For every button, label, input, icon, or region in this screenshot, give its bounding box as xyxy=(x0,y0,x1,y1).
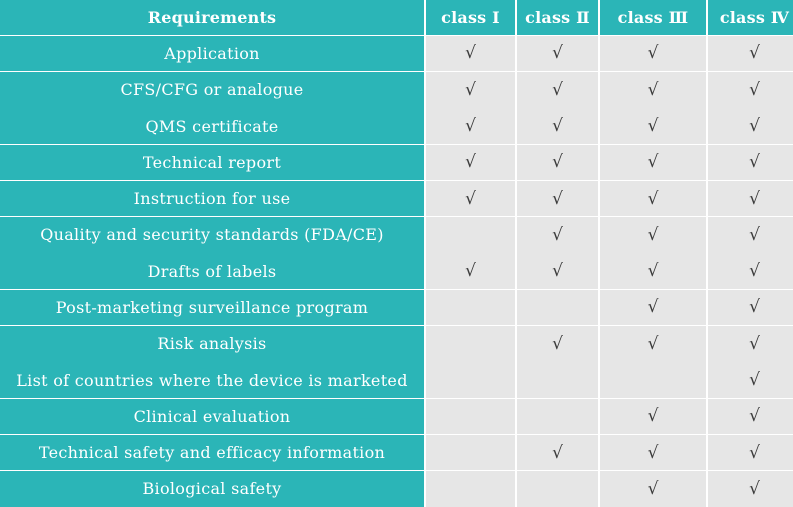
check-mark-class-1 xyxy=(426,217,515,253)
requirement-label: Application xyxy=(0,36,424,72)
check-mark-class-1: √ xyxy=(426,145,515,181)
check-mark-class-1: √ xyxy=(426,253,515,289)
check-mark-class-2: √ xyxy=(517,217,598,253)
check-mark-class-3: √ xyxy=(600,399,706,435)
check-mark-class-2 xyxy=(517,471,598,507)
check-mark-class-1 xyxy=(426,435,515,471)
check-mark-class-2: √ xyxy=(517,108,598,144)
requirement-label: Technical safety and efficacy information xyxy=(0,435,424,471)
requirement-label: Instruction for use xyxy=(0,181,424,217)
check-mark-class-1 xyxy=(426,399,515,435)
check-mark-class-4: √ xyxy=(708,435,793,471)
check-mark-class-1: √ xyxy=(426,72,515,108)
requirement-label: QMS certificate xyxy=(0,108,424,144)
check-mark-class-1 xyxy=(426,290,515,326)
check-mark-class-1: √ xyxy=(426,108,515,144)
check-mark-class-2: √ xyxy=(517,181,598,217)
check-mark-class-3: √ xyxy=(600,326,706,362)
check-mark-class-3 xyxy=(600,362,706,398)
header-requirements: Requirements xyxy=(0,0,424,35)
check-mark-class-4: √ xyxy=(708,290,793,326)
check-mark-class-2 xyxy=(517,362,598,398)
check-mark-class-2: √ xyxy=(517,145,598,181)
requirement-label: Clinical evaluation xyxy=(0,399,424,435)
check-mark-class-3: √ xyxy=(600,435,706,471)
check-mark-class-1 xyxy=(426,471,515,507)
header-class-4: class Ⅳ xyxy=(708,0,793,35)
requirement-label: List of countries where the device is marketed xyxy=(0,362,424,398)
check-mark-class-4: √ xyxy=(708,217,793,253)
check-mark-class-4: √ xyxy=(708,36,793,72)
check-mark-class-2: √ xyxy=(517,253,598,289)
check-mark-class-2: √ xyxy=(517,72,598,108)
check-mark-class-4: √ xyxy=(708,145,793,181)
check-mark-class-3: √ xyxy=(600,181,706,217)
check-mark-class-1: √ xyxy=(426,181,515,217)
header-class-1: class Ⅰ xyxy=(426,0,515,35)
check-mark-class-1 xyxy=(426,326,515,362)
check-mark-class-4: √ xyxy=(708,108,793,144)
requirement-label: Drafts of labels xyxy=(0,253,424,289)
check-mark-class-3: √ xyxy=(600,290,706,326)
check-mark-class-2 xyxy=(517,290,598,326)
check-mark-class-3: √ xyxy=(600,108,706,144)
check-mark-class-2 xyxy=(517,399,598,435)
check-mark-class-4: √ xyxy=(708,326,793,362)
requirement-label: Technical report xyxy=(0,145,424,181)
requirement-label: Risk analysis xyxy=(0,326,424,362)
check-mark-class-3: √ xyxy=(600,145,706,181)
requirement-label: CFS/CFG or analogue xyxy=(0,72,424,108)
requirement-label: Biological safety xyxy=(0,471,424,507)
check-mark-class-2: √ xyxy=(517,326,598,362)
requirement-label: Quality and security standards (FDA/CE) xyxy=(0,217,424,253)
check-mark-class-3: √ xyxy=(600,217,706,253)
check-mark-class-3: √ xyxy=(600,253,706,289)
check-mark-class-2: √ xyxy=(517,435,598,471)
requirement-label: Post-marketing surveillance program xyxy=(0,290,424,326)
check-mark-class-2: √ xyxy=(517,36,598,72)
header-class-3: class Ⅲ xyxy=(600,0,706,35)
check-mark-class-1: √ xyxy=(426,36,515,72)
check-mark-class-3: √ xyxy=(600,72,706,108)
check-mark-class-4: √ xyxy=(708,72,793,108)
check-mark-class-3: √ xyxy=(600,471,706,507)
check-mark-class-4: √ xyxy=(708,471,793,507)
header-class-2: class Ⅱ xyxy=(517,0,598,35)
check-mark-class-4: √ xyxy=(708,399,793,435)
check-mark-class-4: √ xyxy=(708,253,793,289)
check-mark-class-4: √ xyxy=(708,181,793,217)
check-mark-class-1 xyxy=(426,362,515,398)
check-mark-class-4: √ xyxy=(708,362,793,398)
check-mark-class-3: √ xyxy=(600,36,706,72)
